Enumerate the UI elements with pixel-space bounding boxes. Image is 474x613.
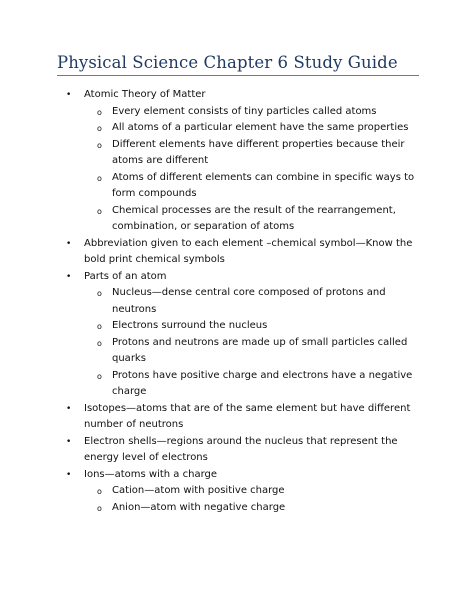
bullet-icon: •	[66, 436, 72, 447]
sub-list	[84, 483, 418, 516]
sub-list	[84, 104, 418, 236]
sub-item-text: All atoms of a particular element have the same properties	[112, 122, 409, 133]
sub-item	[84, 483, 418, 500]
sub-item	[84, 170, 418, 203]
sub-item-text: Electrons surround the nucleus	[112, 320, 268, 331]
circle-bullet-icon: o	[97, 503, 102, 513]
sub-item-text: Cation—atom with positive charge	[112, 485, 285, 496]
circle-bullet-icon: o	[97, 173, 102, 183]
study-guide-outline	[0, 87, 474, 516]
outline-item-text: Abbreviation given to each element –chemical symbol—Know the bold print chemical symbols	[84, 237, 413, 265]
sub-item-text: Nucleus—dense central core composed of protons and neutrons	[112, 287, 386, 315]
sub-item	[84, 137, 418, 170]
sub-item	[84, 335, 418, 368]
sub-item	[84, 104, 418, 121]
sub-item	[84, 500, 418, 517]
sub-item	[84, 368, 418, 401]
sub-item-text: Different elements have different properties because their atoms are different	[112, 138, 405, 166]
sub-item-text: Atoms of different elements can combine in specific ways to form compounds	[112, 171, 415, 199]
sub-item	[84, 285, 418, 318]
circle-bullet-icon: o	[97, 487, 102, 496]
circle-bullet-icon: o	[97, 371, 102, 381]
sub-list	[84, 285, 418, 401]
circle-bullet-icon: o	[97, 206, 102, 216]
circle-bullet-icon: o	[97, 338, 102, 348]
outline-item-chemical-symbol	[0, 236, 474, 269]
outline-item-parts-of-atom	[0, 269, 474, 401]
outline-item-text: Electron shells—regions around the nucleus that represent the energy level of electrons	[84, 435, 398, 463]
bullet-icon: •	[66, 271, 72, 282]
sub-item	[84, 203, 418, 236]
circle-bullet-icon: o	[97, 289, 102, 298]
sub-item-text: Protons and neutrons are made up of small particles called quarks	[112, 336, 408, 364]
outline-item-text: Parts of an atom	[84, 270, 167, 282]
outline-item-atomic-theory	[0, 87, 474, 236]
circle-bullet-icon: o	[97, 140, 102, 150]
circle-bullet-icon: o	[97, 107, 102, 117]
bullet-icon: •	[66, 90, 72, 100]
sub-item-text: Protons have positive charge and electrons have a negative charge	[112, 369, 413, 397]
sub-item-text: Anion—atom with negative charge	[112, 501, 286, 513]
sub-item	[84, 120, 418, 137]
outline-item-ions	[0, 467, 474, 517]
sub-item-text: Every element consists of tiny particles called atoms	[112, 105, 377, 117]
bullet-icon: •	[66, 238, 72, 249]
circle-bullet-icon: o	[97, 322, 102, 331]
outline-item-text: Isotopes—atoms that are of the same element but have different number of neutrons	[84, 402, 411, 430]
circle-bullet-icon: o	[97, 124, 102, 133]
outline-item-text: Atomic Theory of Matter	[84, 89, 206, 100]
document-title: Physical Science Chapter 6 Study Guide	[57, 53, 398, 72]
outline-item-text: Ions—atoms with a charge	[84, 468, 218, 480]
bullet-icon: •	[66, 403, 72, 414]
bullet-icon: •	[66, 469, 72, 480]
outline-item-electron-shells	[0, 434, 474, 467]
outline-item-isotopes	[0, 401, 474, 434]
sub-item	[84, 318, 418, 335]
sub-item-text: Chemical processes are the result of the rearrangement, combination, or separation of atoms	[112, 204, 396, 232]
title-underline	[57, 75, 419, 76]
